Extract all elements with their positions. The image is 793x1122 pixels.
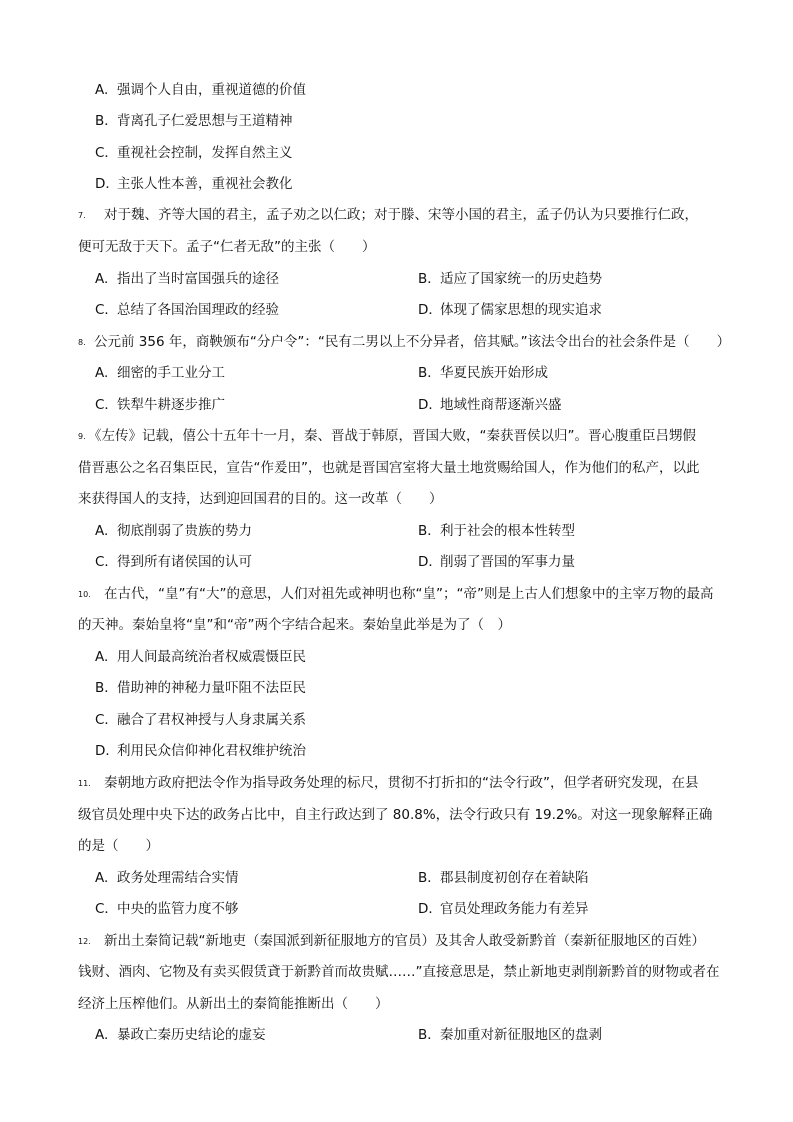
q12-stem-line2: 钱财、酒肉、它物及有卖买假赁貣于新黔首而故贵赋……”直接意思是，禁止新地吏剥削新黔首的财物或者在 — [78, 964, 720, 980]
q10-stem-line2: 的天神。秦始皇将“皇”和“帝”两个字结合起来。秦始皇此举是为了（ ） — [78, 617, 511, 633]
option-label: A. — [95, 365, 109, 381]
q12-stem-line3: 经济上压榨他们。从新出土的秦简能推断出（ ） — [78, 996, 389, 1012]
q8-stem-line1 — [78, 332, 730, 353]
q7-option-a — [95, 269, 279, 289]
question-text: 《左传》记载，僖公十五年十一月，秦、晋战于韩原，晋国大败，“秦获晋侯以归”。晋心腹重臣吕甥假 — [88, 428, 696, 444]
q6-option-c — [95, 143, 293, 163]
option-text: 细密的手工业分工 — [117, 365, 225, 381]
option-text: 秦加重对新征服地区的盘剥 — [440, 1027, 602, 1043]
option-label: A. — [95, 1027, 109, 1043]
option-text: 暴政亡秦历史结论的虚妄 — [117, 1027, 266, 1043]
q7-option-c — [95, 300, 279, 320]
q9-option-c — [95, 552, 252, 572]
q11-stem-line1 — [78, 773, 699, 794]
option-text: 地域性商帮逐渐兴盛 — [440, 397, 562, 413]
option-label: C． — [95, 712, 118, 728]
option-text: 铁犁牛耕逐步推广 — [117, 397, 225, 413]
option-label: D． — [418, 901, 442, 917]
q7-option-d — [418, 300, 602, 320]
q11-option-a — [95, 868, 239, 888]
question-text: 在古代，“皇”有“大”的意思，人们对祖先或神明也称“皇”；“帝”则是上古人们想象中的主宰万物的最高 — [104, 586, 714, 602]
question-text: 公元前 356 年，商鞅颁布“分户令”：“民有二男以上不分异者，倍其赋。”该法令出台的社会条件是（ ） — [94, 334, 731, 350]
q11-option-b — [418, 868, 589, 888]
option-text: 中央的监管力度不够 — [117, 901, 239, 917]
option-label: C． — [95, 901, 118, 917]
option-label: B． — [95, 680, 118, 696]
option-label: B． — [418, 271, 441, 287]
q12-stem-line1 — [78, 931, 705, 952]
option-text: 背离孔子仁爱思想与王道精神 — [117, 113, 293, 129]
q10-option-d — [95, 741, 306, 761]
option-text: 指出了当时富国强兵的途径 — [117, 271, 279, 287]
option-text: 政务处理需结合实情 — [117, 870, 239, 886]
question-text: 对于魏、齐等大国的君主，孟子劝之以仁政；对于滕、宋等小国的君主，孟子仍认为只要推行仁政， — [104, 207, 698, 223]
option-label: B． — [418, 523, 441, 539]
option-label: B． — [95, 113, 118, 129]
option-label: A. — [95, 82, 109, 98]
option-text: 利用民众信仰神化君权维护统治 — [117, 743, 306, 759]
option-text: 强调个人自由，重视道德的价值 — [117, 82, 306, 98]
q9-option-d — [418, 552, 575, 572]
option-text: 用人间最高统治者权威震慑臣民 — [117, 649, 306, 665]
option-label: C． — [95, 145, 118, 161]
option-label: D． — [95, 176, 119, 192]
option-label: B． — [418, 365, 441, 381]
option-text: 适应了国家统一的历史趋势 — [440, 271, 602, 287]
q6-option-a — [95, 80, 306, 100]
option-text: 郡县制度初创存在着缺陷 — [440, 870, 589, 886]
option-label: A. — [95, 870, 109, 886]
option-text: 融合了君权神授与人身隶属关系 — [117, 712, 306, 728]
option-text: 借助神的神秘力量吓阻不法臣民 — [117, 680, 306, 696]
q10-option-c — [95, 710, 306, 730]
q10-option-b — [95, 678, 306, 698]
option-label: A. — [95, 271, 109, 287]
q8-option-b — [418, 363, 548, 383]
q7-stem-line1 — [78, 205, 698, 226]
option-label: D． — [418, 554, 442, 570]
option-label: B． — [418, 1027, 441, 1043]
q12-option-b — [418, 1025, 602, 1045]
option-text: 主张人性本善，重视社会教化 — [117, 176, 293, 192]
q9-stem-line2: 借晋惠公之名召集臣民，宣告“作爰田”，也就是晋国宫室将大量土地赏赐给国人，作为他们的私产，以此 — [78, 460, 700, 476]
q8-option-d — [418, 395, 562, 415]
option-label: A. — [95, 523, 109, 539]
option-text: 体现了儒家思想的现实追求 — [440, 302, 602, 318]
question-text: 新出土秦简记载“新地吏（秦国派到新征服地方的官员）及其舍人敢受新黔首（秦新征服地区的百姓） — [104, 933, 705, 949]
q7-stem-line2: 便可无敌于天下。孟子“仁者无敌”的主张（ ） — [78, 239, 376, 255]
q10-stem-line1 — [78, 584, 713, 605]
option-label: D． — [95, 743, 119, 759]
question-number: 7. — [78, 211, 86, 220]
option-text: 华夏民族开始形成 — [440, 365, 548, 381]
option-text: 重视社会控制，发挥自然主义 — [117, 145, 293, 161]
q9-stem-line1 — [78, 426, 696, 447]
question-number: 12. — [78, 937, 91, 946]
q11-stem-line2: 级官员处理中央下达的政务占比中，自主行政达到了 80.8%，法令行政只有 19.2%。对这一现象解释正确 — [78, 807, 713, 823]
option-label: C． — [95, 302, 118, 318]
option-text: 官员处理政务能力有差异 — [440, 901, 589, 917]
q8-option-c — [95, 395, 225, 415]
q8-option-a — [95, 363, 225, 383]
option-text: 总结了各国治国理政的经验 — [117, 302, 279, 318]
option-text: 彻底削弱了贵族的势力 — [117, 523, 252, 539]
q10-option-a — [95, 647, 306, 667]
option-label: D． — [418, 397, 442, 413]
option-text: 削弱了晋国的军事力量 — [440, 554, 575, 570]
question-number: 10. — [78, 590, 91, 599]
q6-option-b — [95, 111, 293, 131]
q11-option-c — [95, 899, 239, 919]
q11-option-d — [418, 899, 589, 919]
q9-option-a — [95, 521, 252, 541]
q12-option-a — [95, 1025, 266, 1045]
option-label: A. — [95, 649, 109, 665]
q7-option-b — [418, 269, 602, 289]
question-number: 8. — [78, 338, 86, 347]
q6-option-d — [95, 174, 293, 194]
option-label: D． — [418, 302, 442, 318]
option-label: B． — [418, 870, 441, 886]
option-text: 得到所有诸侯国的认可 — [117, 554, 252, 570]
question-number: 11. — [78, 779, 91, 788]
q9-stem-line3: 来获得国人的支持，达到迎回国君的目的。这一改革（ ） — [78, 491, 443, 507]
option-label: C． — [95, 554, 118, 570]
question-number: 9. — [78, 432, 86, 441]
q9-option-b — [418, 521, 575, 541]
option-text: 利于社会的根本性转型 — [440, 523, 575, 539]
question-text: 秦朝地方政府把法令作为指导政务处理的标尺，贯彻不打折扣的“法令行政”，但学者研究发现，在县 — [104, 775, 699, 791]
option-label: C． — [95, 397, 118, 413]
q11-stem-line3: 的是（ ） — [78, 838, 159, 854]
